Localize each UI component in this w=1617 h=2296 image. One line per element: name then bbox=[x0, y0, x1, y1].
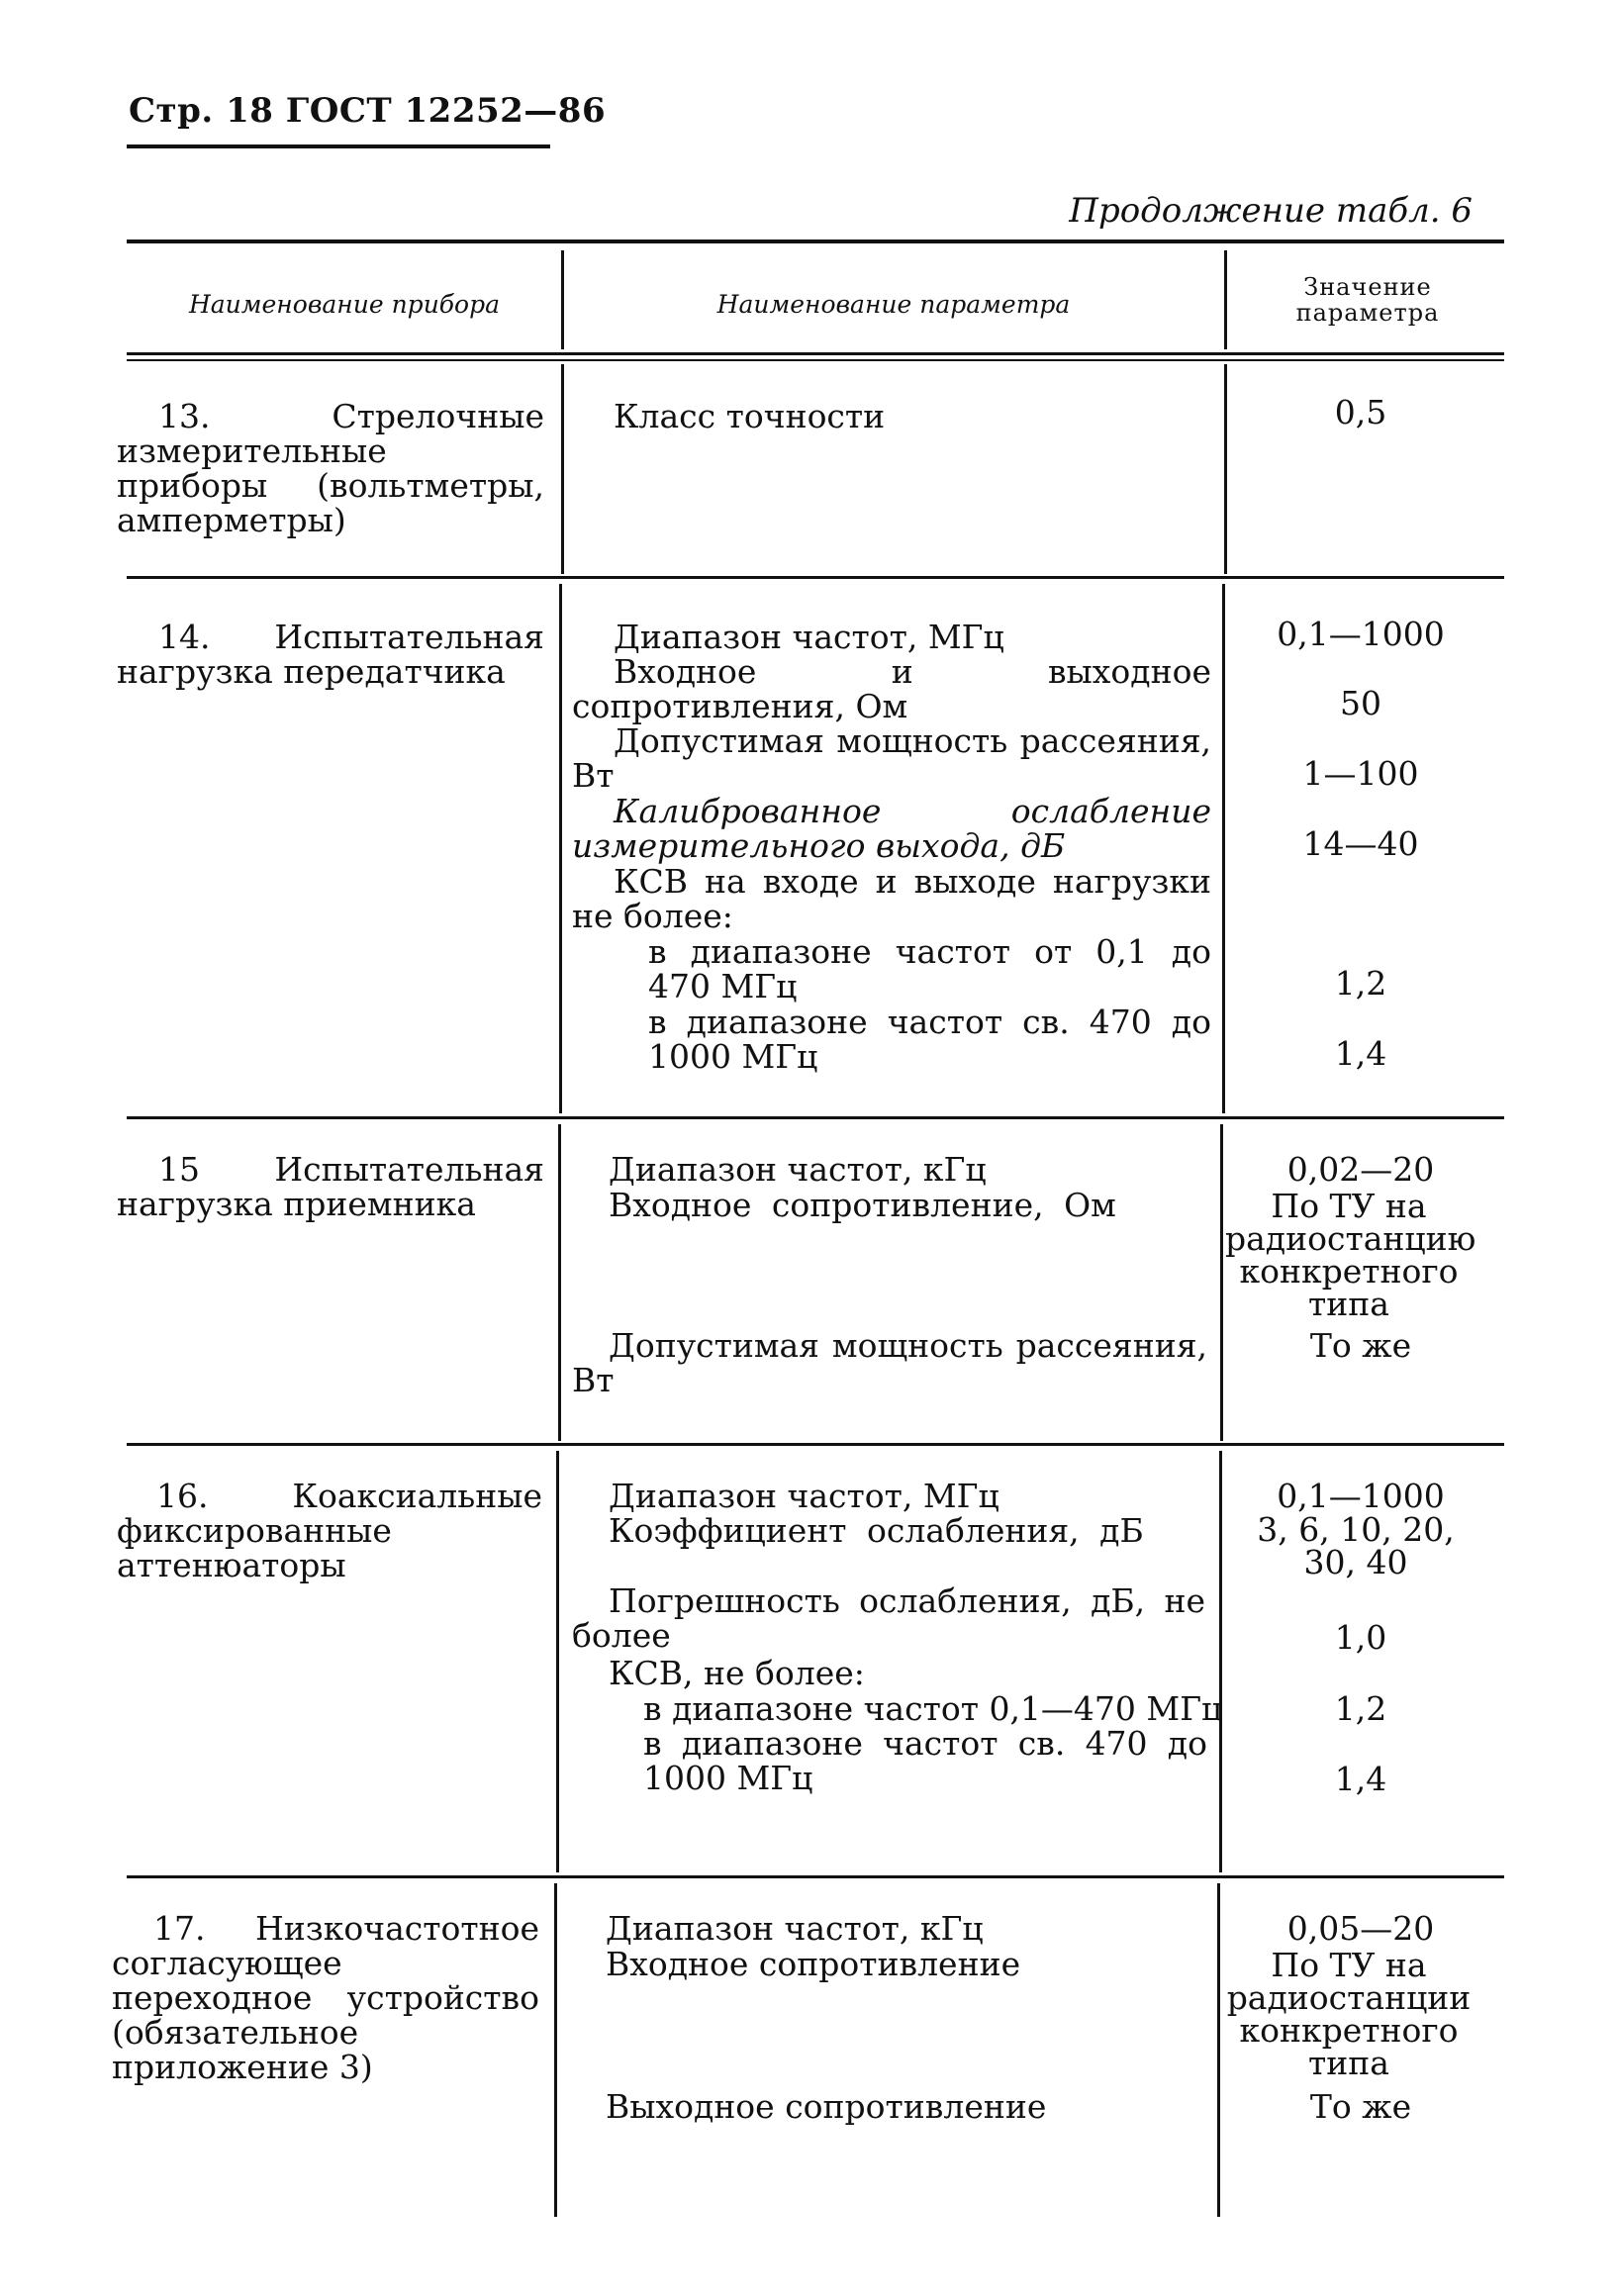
device-name: 16. Коаксиальные фиксированные аттенюаторы bbox=[117, 1477, 542, 1584]
column-rule bbox=[561, 364, 564, 574]
parameter-value: 1—100 bbox=[1302, 754, 1419, 793]
parameter-name: Диапазон частот, МГц bbox=[614, 618, 1004, 656]
parameter-name: в диапазоне частот 0,1—470 МГц bbox=[643, 1689, 1223, 1728]
column-rule bbox=[1222, 584, 1225, 1113]
parameter-name: Класс точности bbox=[614, 397, 886, 435]
page-header: Стр. 18 ГОСТ 12252—86 bbox=[129, 91, 607, 131]
parameter-value: То же bbox=[1309, 1326, 1412, 1365]
column-rule bbox=[554, 1883, 557, 2217]
parameter-name: Входное сопротивление bbox=[606, 1945, 1021, 1983]
parameter-name: в диапазоне частот св. 470 до 1000 МГц bbox=[648, 1003, 1211, 1076]
device-name: 15 Испытательная нагрузка приемника bbox=[117, 1150, 544, 1223]
device-name: 14. Испытательная нагрузка передатчика bbox=[117, 618, 544, 691]
parameter-value: 1,4 bbox=[1334, 1034, 1387, 1073]
parameter-value: 50 bbox=[1340, 684, 1381, 722]
parameter-value: По ТУ на радиостанции конкретного типа bbox=[1226, 1946, 1472, 2082]
parameter-value: 0,02—20 bbox=[1286, 1150, 1435, 1189]
parameter-value: 14—40 bbox=[1302, 824, 1419, 863]
parameter-value: 0,1—1000 bbox=[1277, 1477, 1445, 1515]
parameter-name: Входное и выходное сопротивления, Ом bbox=[572, 652, 1211, 725]
parameter-name: Диапазон частот, кГц bbox=[606, 1909, 984, 1948]
column-rule bbox=[558, 1124, 561, 1441]
parameter-name: Выходное сопротивление bbox=[606, 2087, 1047, 2126]
row-divider bbox=[127, 1875, 1504, 1878]
parameter-value: 1,2 bbox=[1334, 1689, 1387, 1728]
table-header-rule-1 bbox=[127, 352, 1504, 355]
column-header-value: Значение параметра bbox=[1295, 273, 1440, 327]
parameter-name: Входное сопротивление, Ом bbox=[609, 1186, 1116, 1224]
row-divider bbox=[127, 576, 1504, 579]
parameter-name: Диапазон частот, МГц bbox=[609, 1477, 999, 1515]
column-rule bbox=[1220, 1124, 1223, 1441]
parameter-value: По ТУ на радиостанцию конкретного типа bbox=[1225, 1187, 1476, 1323]
table-continuation-label: Продолжение табл. 6 bbox=[1069, 191, 1473, 231]
header-rule bbox=[127, 144, 550, 148]
parameter-value: 0,05—20 bbox=[1286, 1909, 1435, 1948]
parameter-value: 1,4 bbox=[1334, 1760, 1387, 1798]
parameter-value: То же bbox=[1309, 2087, 1412, 2126]
parameter-name: КСВ на входе и выходе нагрузки не более: bbox=[572, 862, 1211, 935]
parameter-name: в диапазоне частот от 0,1 до 470 МГц bbox=[648, 932, 1211, 1005]
column-rule bbox=[1219, 1451, 1222, 1872]
column-rule bbox=[1217, 1883, 1220, 2217]
parameter-value: 1,0 bbox=[1334, 1618, 1387, 1657]
parameter-name: Погрешность ослабления, дБ, не более bbox=[572, 1581, 1205, 1655]
column-header-device: Наименование прибора bbox=[188, 290, 501, 319]
parameter-name: в диапазоне частот св. 470 до 1000 МГц bbox=[643, 1724, 1207, 1797]
parameter-value: 1,2 bbox=[1334, 964, 1387, 1003]
parameter-value: 0,5 bbox=[1334, 393, 1387, 431]
column-rule bbox=[1224, 250, 1227, 349]
parameter-name: Коэффициент ослабления, дБ bbox=[609, 1511, 1144, 1550]
parameter-name: Калиброванное ослабление измерительного выхода, дБ bbox=[572, 792, 1211, 865]
table-top-rule bbox=[127, 239, 1504, 243]
table-header-rule-2 bbox=[127, 359, 1504, 361]
parameter-name: КСВ, не более: bbox=[609, 1654, 865, 1692]
column-rule bbox=[559, 584, 562, 1113]
column-rule bbox=[556, 1451, 559, 1872]
parameter-name: Допустимая мощность рассеяния, Вт bbox=[572, 1326, 1207, 1399]
device-name: 13. Стрелочные измерительные приборы (вольтметры, амперметры) bbox=[117, 397, 544, 539]
device-name: 17. Низкочастотное согласующее переходное устройство (обязательное приложение 3) bbox=[112, 1909, 539, 2086]
column-header-parameter: Наименование параметра bbox=[716, 290, 1071, 319]
parameter-value: 3, 6, 10, 20, 30, 40 bbox=[1257, 1510, 1455, 1581]
row-divider bbox=[127, 1116, 1504, 1119]
parameter-name: Диапазон частот, кГц bbox=[609, 1150, 987, 1189]
column-rule bbox=[561, 250, 564, 349]
parameter-name: Допустимая мощность рассеяния, Вт bbox=[572, 721, 1211, 795]
parameter-value: 0,1—1000 bbox=[1277, 615, 1445, 653]
row-divider bbox=[127, 1443, 1504, 1446]
